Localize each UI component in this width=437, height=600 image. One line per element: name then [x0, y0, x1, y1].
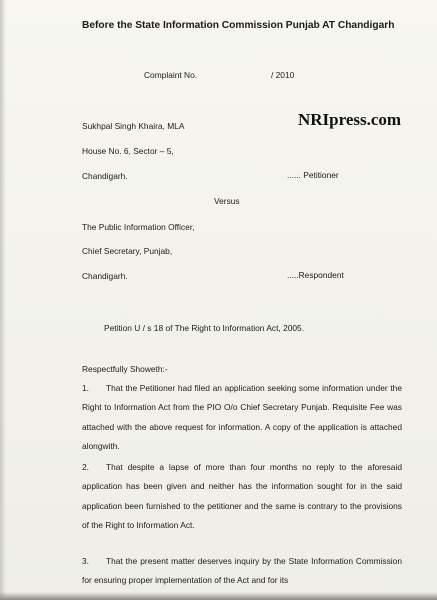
- petition-line: Petition U / s 18 of The Right to Information Act, 2005.: [104, 323, 305, 333]
- paragraph-text: That despite a lapse of more than four months no reply to the aforesaid application has been given and neither has the information sought for in the said application been furnished to the petitioner and the same is contrary to the provisions of the Right to Information Act.: [82, 462, 402, 531]
- document-heading: Before the State Information Commission Punjab AT Chandigarh: [82, 20, 395, 31]
- paragraph-number: 1.: [82, 383, 89, 393]
- salutation: Respectfully Showeth:-: [82, 364, 168, 374]
- respondent-role: .....Respondent: [287, 270, 344, 280]
- petitioner-address: House No. 6, Sector – 5,: [82, 146, 174, 156]
- complaint-year: / 2010: [271, 70, 295, 80]
- petitioner-name: Sukhpal Singh Khaira, MLA: [82, 121, 185, 131]
- complaint-number-label: Complaint No.: [144, 70, 198, 80]
- watermark-logo: NRIpress.com: [298, 110, 402, 129]
- respondent-office: Chief Secretary, Punjab,: [82, 246, 173, 256]
- respondent-city: Chandigarh.: [82, 271, 128, 281]
- paragraph-text: That the present matter deserves inquiry by the State Information Commission for ensuring proper implementation of the Act and for its: [82, 556, 402, 586]
- petitioner-role: ...... Petitioner: [287, 170, 339, 180]
- paragraph-number: 3.: [82, 556, 89, 566]
- respondent-title: The Public Information Officer,: [82, 222, 195, 232]
- paragraph-text: That the Petitioner had filed an application seeking some information under the Right to Information Act from the PIO O/o Chief Secretary Punjab. Requisite Fee was attached with the above request for information. A copy of the application is attached alongwith.: [82, 383, 402, 452]
- paragraph-number: 2.: [82, 462, 89, 472]
- versus-label: Versus: [214, 196, 240, 206]
- paragraph-2: [82, 458, 402, 536]
- paragraph-1: [82, 379, 402, 457]
- paragraph-3: [82, 552, 402, 591]
- petitioner-city: Chandigarh.: [82, 171, 128, 181]
